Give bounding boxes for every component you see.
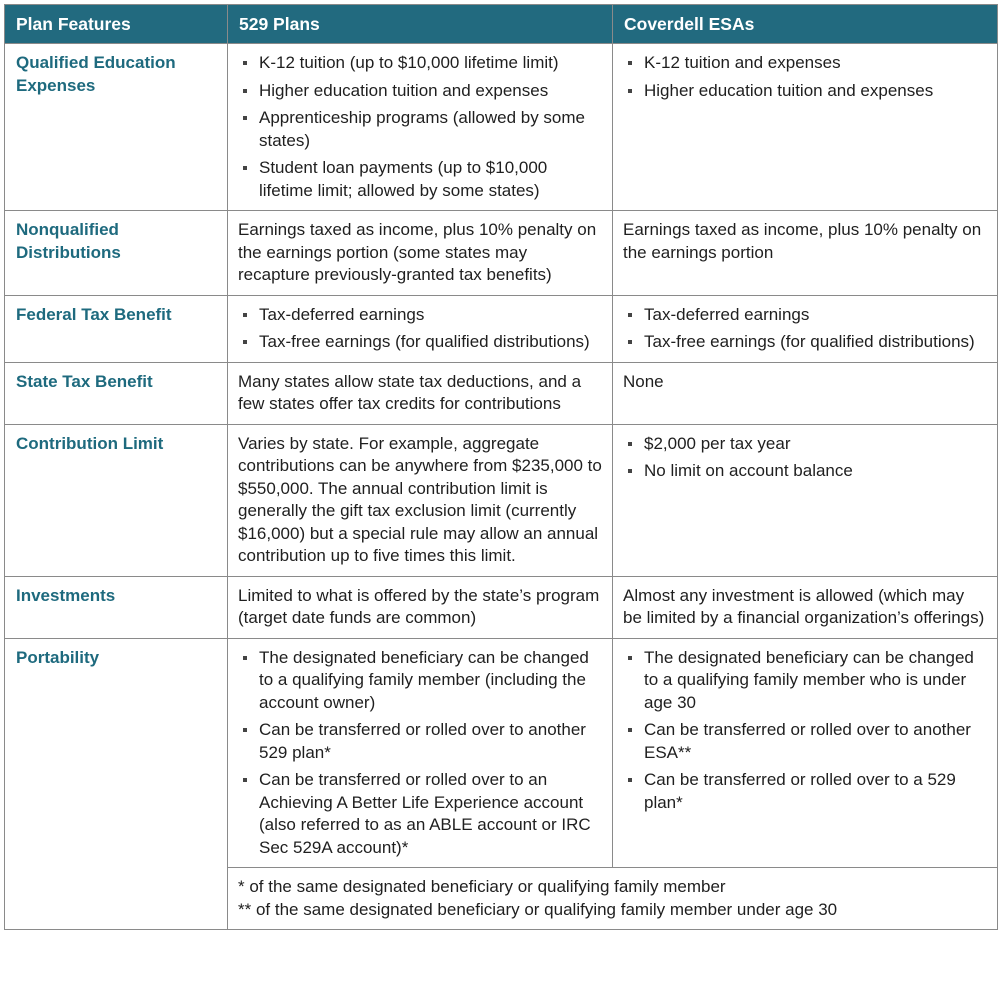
plans529-cell [228,44,613,211]
list-item: Apprenticeship programs (allowed by some states) [238,107,602,152]
coverdell-cell [613,44,998,211]
footnote: * of the same designated beneficiary or qualifying family member [238,877,726,896]
feature-label: Qualified Education Expenses [5,44,228,211]
table-row [5,295,998,362]
list-item: Higher education tuition and expenses [238,80,602,103]
list-item: $2,000 per tax year [623,433,987,456]
list-item: Can be transferred or rolled over to a 529 plan* [623,769,987,814]
list-item: K-12 tuition and expenses [623,52,987,75]
coverdell-cell: None [613,362,998,424]
table-row [5,211,998,296]
list-item: Can be transferred or rolled over to another ESA** [623,719,987,764]
plans529-cell [228,638,613,868]
header-plan-features: Plan Features [5,5,228,44]
coverdell-cell [613,638,998,868]
plans529-cell: Many states allow state tax deductions, and a few states offer tax credits for contributions [228,362,613,424]
header-row [5,5,998,44]
feature-label: State Tax Benefit [5,362,228,424]
footnote: ** of the same designated beneficiary or qualifying family member under age 30 [238,899,838,919]
feature-label: Portability [5,638,228,930]
list-item: Can be transferred or rolled over to an Achieving A Better Life Experience account (also referred to as an ABLE account or IRC Sec 529A account)* [238,769,602,859]
list-item: Can be transferred or rolled over to another 529 plan* [238,719,602,764]
list-item: The designated beneficiary can be changed to a qualifying family member (including the account owner) [238,647,602,715]
feature-label: Contribution Limit [5,424,228,576]
table-row [5,362,998,424]
list-item: Student loan payments (up to $10,000 lifetime limit; allowed by some states) [238,157,602,202]
plans529-cell: Limited to what is offered by the state’s program (target date funds are common) [228,576,613,638]
coverdell-cell [613,424,998,576]
list-item: Tax-free earnings (for qualified distributions) [238,331,602,354]
list-item: K-12 tuition (up to $10,000 lifetime limit) [238,52,602,75]
table-row [5,44,998,211]
footnotes-cell [228,868,998,930]
list-item: Higher education tuition and expenses [623,80,987,103]
feature-label: Nonqualified Distributions [5,211,228,296]
coverdell-cell: Almost any investment is allowed (which may be limited by a financial organization’s offerings) [613,576,998,638]
table-row [5,576,998,638]
list-item: Tax-deferred earnings [238,304,602,327]
header-529-plans: 529 Plans [228,5,613,44]
list-item: The designated beneficiary can be changed to a qualifying family member who is under age 30 [623,647,987,715]
plans529-cell [228,295,613,362]
table-row [5,424,998,576]
list-item: Tax-free earnings (for qualified distributions) [623,331,987,354]
plans529-cell: Earnings taxed as income, plus 10% penalty on the earnings portion (some states may recapture previously-granted tax benefits) [228,211,613,296]
feature-label: Investments [5,576,228,638]
feature-label: Federal Tax Benefit [5,295,228,362]
list-item: Tax-deferred earnings [623,304,987,327]
list-item: No limit on account balance [623,460,987,483]
coverdell-cell: Earnings taxed as income, plus 10% penalty on the earnings portion [613,211,998,296]
header-coverdell-esas: Coverdell ESAs [613,5,998,44]
coverdell-cell [613,295,998,362]
comparison-table [4,4,998,930]
table-row [5,638,998,868]
plans529-cell: Varies by state. For example, aggregate contributions can be anywhere from $235,000 to $550,000. The annual contribution limit is generally the gift tax exclusion limit (currently $16,000) but a special rule may allow an annual contribution up to five times this limit. [228,424,613,576]
